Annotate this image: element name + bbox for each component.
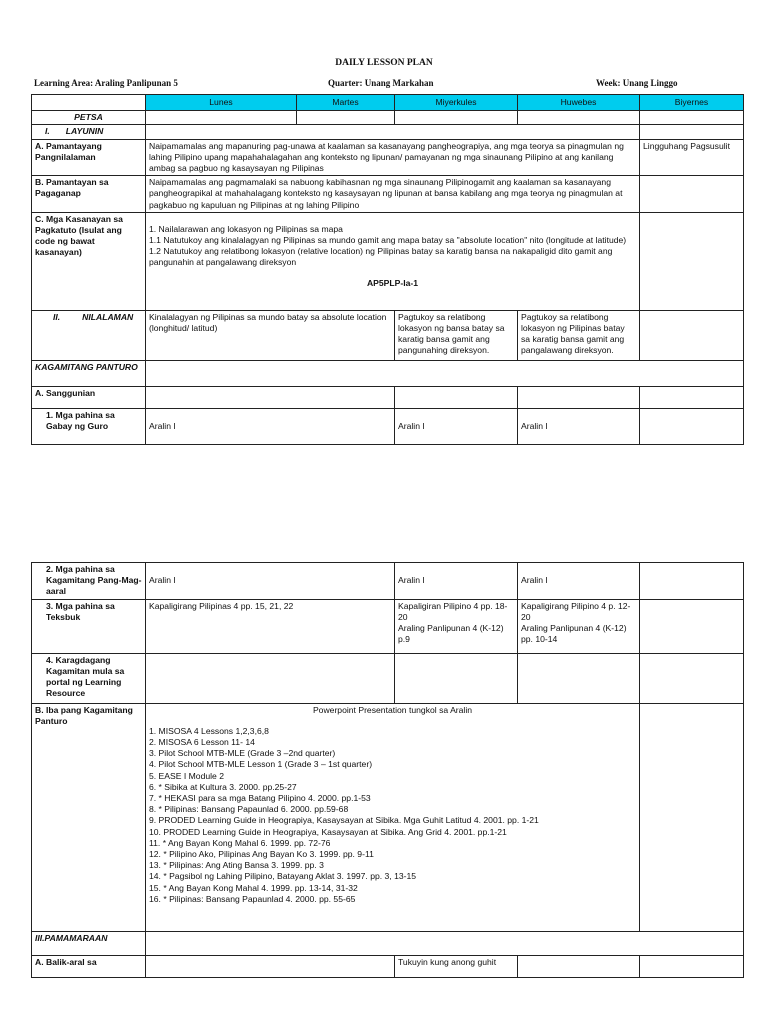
quarter: Quarter: Unang Markahan [328, 78, 434, 88]
reference-item: 8. * Pilipinas: Bansang Papaunlad 6. 2000. pp.59-68 [149, 804, 349, 815]
iba-pang-kagamitan-cell [146, 703, 640, 931]
kasanayan-item: 1. Nailalarawan ang lokasyon ng Pilipinas sa mapa [149, 223, 343, 234]
teksbuk-label: 3. Mga pahina sa Teksbuk [32, 599, 146, 653]
lesson-table-2 [31, 562, 744, 978]
kasanayan-cell [640, 212, 744, 310]
reference-item: 3. Pilot School MTB-MLE (Grade 3 –2nd quarter) [149, 748, 336, 759]
mag-aaral-cell: Aralin I [146, 563, 395, 600]
pagganap-cell [640, 176, 744, 213]
kasanayan-label: C. Mga Kasanayan sa Pagkatuto (Isulat ang code ng bawat kasanayan) [32, 212, 146, 310]
teksbuk-cell: Kapaligirang Pilipino 4 p. 12-20 Araling Panlipunan 4 (K-12) pp. 10-14 [518, 599, 640, 653]
mag-aaral-cell: Aralin I [518, 563, 640, 600]
reference-item: 4. Pilot School MTB-MLE Lesson 1 (Grade 3 – 1st quarter) [149, 759, 373, 770]
nilalaman-number: II. [53, 311, 61, 322]
iba-pang-kagamitan-label: B. Iba pang Kagamitang Panturo [32, 703, 146, 931]
day-header-biyernes: Biyernes [640, 95, 744, 111]
reference-item: 13. * Pilipinas: Ang Ating Bansa 3. 1999. pp. 3 [149, 860, 324, 871]
petsa-cell [297, 111, 395, 125]
teksbuk-cell [640, 599, 744, 653]
balik-aral-cell [640, 955, 744, 977]
petsa-cell [146, 111, 297, 125]
sanggunian-label: A. Sanggunian [32, 386, 146, 408]
gabay-guro-label: 1. Mga pahina sa Gabay ng Guro [32, 408, 146, 444]
petsa-cell [518, 111, 640, 125]
petsa-cell [395, 111, 518, 125]
gabay-cell [640, 408, 744, 444]
nilalaman-text: NILALAMAN [82, 311, 134, 322]
kasanayan-item: 1.2 Natutukoy ang relatibong lokasyon (relative location) ng Pilipinas batay sa karatig bansa na nakapaligid dito gamit ang pangunahin at pangalawang direksyon [149, 246, 613, 268]
nilalaman-cell: Pagtukoy sa relatibong lokasyon ng Pilipinas batay sa karatig bansa gamit ang pangalawang direksyon. [518, 310, 640, 360]
sanggunian-cell [640, 386, 744, 408]
gabay-cell: Aralin I [146, 408, 395, 444]
lingguhang-pagsusulit: Lingguhang Pagsusulit [640, 139, 744, 176]
karagdagang-cell [640, 653, 744, 703]
pamantayang-pangnilalaman-label: A. Pamantayang Pangnilalaman [32, 139, 146, 176]
day-header-miyerkules: Miyerkules [395, 95, 518, 111]
gabay-cell: Aralin I [518, 408, 640, 444]
day-header-martes: Martes [297, 95, 395, 111]
reference-item: 6. * Sibika at Kultura 3. 2000. pp.25-27 [149, 781, 297, 792]
reference-item: 16. * Pilipinas: Bansang Papaunlad 4. 2000. pp. 55-65 [149, 893, 356, 904]
karagdagang-cell [518, 653, 640, 703]
sanggunian-cell [146, 386, 395, 408]
page-title: DAILY LESSON PLAN [335, 58, 433, 68]
reference-item: 7. * HEKASI para sa mga Batang Pilipino 4. 2000. pp.1-53 [149, 793, 371, 804]
layunin-text: LAYUNIN [65, 126, 104, 137]
learning-area: Learning Area: Araling Panlipunan 5 [34, 78, 178, 88]
pamamaraan-label: III.PAMAMARAAN [32, 931, 146, 955]
reference-item: 14. * Pagsibol ng Lahing Pilipino, Batayang Aklat 3. 1997. pp. 3, 13-15 [149, 871, 417, 882]
karagdagang-kagamitan-label: 4. Karagdagang Kagamitan mula sa portal ng Learning Resource [32, 653, 146, 703]
teksbuk-cell: Kapaligirang Pilipinas 4 pp. 15, 21, 22 [146, 599, 395, 653]
nilalaman-cell: Kinalalagyan ng Pilipinas sa mundo batay sa absolute location (longhitud/ latitud) [146, 310, 395, 360]
pamantayan-pagganap-label: B. Pamantayan sa Pagaganap [32, 176, 146, 213]
kagamitang-panturo-cell [146, 360, 744, 386]
kasanayan-cell [146, 212, 640, 310]
karagdagang-cell [395, 653, 518, 703]
reference-item: 10. PRODED Learning Guide in Heograpiya, Kasaysayan at Sibika. Ang Grid 4. 2001. pp.1-21 [149, 826, 507, 837]
balik-aral-cell: Tukuyin kung anong guhit [395, 955, 518, 977]
kasanayan-item: 1.1 Natutukoy ang kinalalagyan ng Pilipinas sa mundo gamit ang mapa batay sa "absolute location" nito (longitude at latitude) [149, 235, 627, 246]
reference-item: 9. PRODED Learning Guide in Heograpiya, Kasaysayan at Sibika. Mga Guhit Latitud 4. 2001. pp. 1-21 [149, 815, 539, 826]
pamantayan-pagganap-text: Naipamamalas ang pagmamalaki sa nabuong kabihasnan ng mga sinaunang Pilipinogamit ang kaalaman sa kasanayang pangheograpikal at mahahalagang konteksto ng kasaysayan ng lipunan at bansa kabilang ang mga teorya ng pinagmulan at pagkabuo ng kapuluan ng Pilipinas at ng lahing Pilipino [146, 176, 640, 213]
layunin-number: I. [45, 126, 50, 137]
week: Week: Unang Linggo [596, 78, 678, 88]
nilalaman-label [32, 310, 146, 360]
reference-item: 5. EASE I Module 2 [149, 770, 224, 781]
kagamitang-panturo-label: KAGAMITANG PANTURO [32, 360, 146, 386]
teksbuk-cell: Kapaligiran Pilipino 4 pp. 18-20 Araling Panlipunan 4 (K-12) p.9 [395, 599, 518, 653]
powerpoint-note: Powerpoint Presentation tungkol sa Aralin [312, 704, 473, 715]
reference-item: 2. MISOSA 6 Lesson 11- 14 [149, 737, 255, 748]
gabay-cell: Aralin I [395, 408, 518, 444]
layunin-cell [146, 125, 640, 139]
reference-item: 11. * Ang Bayan Kong Mahal 6. 1999. pp. 72-76 [149, 837, 331, 848]
sanggunian-cell [395, 386, 518, 408]
header-empty-cell [32, 95, 146, 111]
day-header-huwebes: Huwebes [518, 95, 640, 111]
layunin-cell [640, 125, 744, 139]
balik-aral-label: A. Balik-aral sa [32, 955, 146, 977]
pamamaraan-cell [146, 931, 744, 955]
karagdagang-cell [146, 653, 395, 703]
reference-item: 15. * Ang Bayan Kong Mahal 4. 1999. pp. 13-14, 31-32 [149, 882, 358, 893]
layunin-label [32, 125, 146, 139]
balik-aral-cell [146, 955, 395, 977]
reference-item: 12. * Pilipino Ako, Pilipinas Ang Bayan Ko 3. 1999. pp. 9-11 [149, 849, 374, 860]
kagamitang-pang-mag-aaral-label: 2. Mga pahina sa Kagamitang Pang-Mag-aaral [32, 563, 146, 600]
iba-pang-cell [640, 703, 744, 931]
pamantayang-pangnilalaman-text: Naipamamalas ang mapanuring pag-unawa at kaalaman sa kasanayang pangheograpiya, ang mga teorya sa pinagmulan ng lahing Pilipino upang mapahahalagahan ang konteksto ng lipunan/ pamayanan ng mga sinaunang Pilipino at ang kanilang ambag sa pagbuo ng kasaysayan ng Pilipinas [146, 139, 640, 176]
nilalaman-cell [640, 310, 744, 360]
lesson-table-1 [31, 94, 744, 445]
competency-code: AP5PLP-Ia-1 [366, 277, 419, 288]
day-header-lunes: Lunes [146, 95, 297, 111]
petsa-cell [640, 111, 744, 125]
reference-item: 1. MISOSA 4 Lessons 1,2,3,6,8 [149, 725, 269, 736]
sanggunian-cell [518, 386, 640, 408]
nilalaman-cell: Pagtukoy sa relatibong lokasyon ng bansa batay sa karatig bansa gamit ang pangunahing direksyon. [395, 310, 518, 360]
balik-aral-cell [518, 955, 640, 977]
mag-aaral-cell: Aralin I [395, 563, 518, 600]
petsa-label: PETSA [32, 111, 146, 125]
mag-aaral-cell [640, 563, 744, 600]
